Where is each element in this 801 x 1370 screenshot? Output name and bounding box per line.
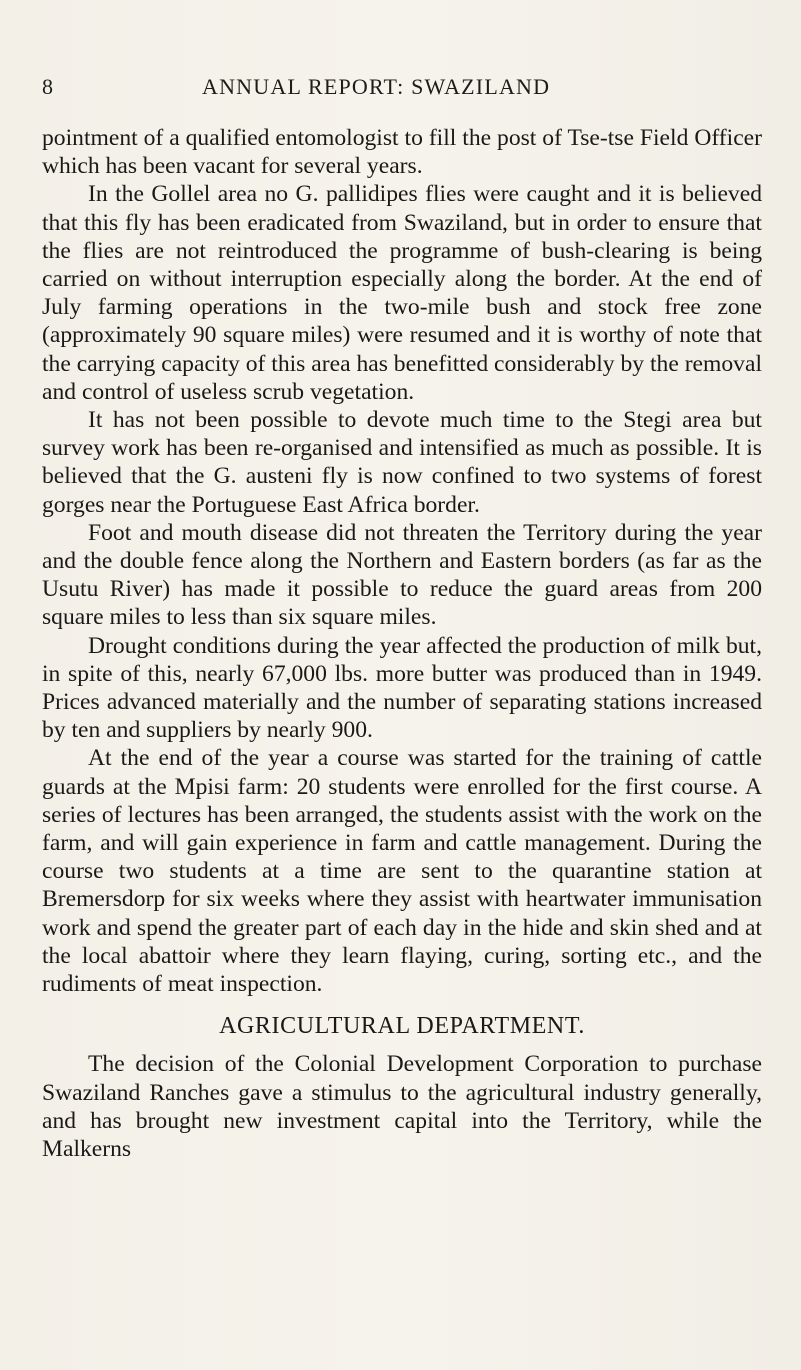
body-text bbox=[42, 124, 762, 1163]
paragraph-7: The decision of the Colonial Development Corporation to purchase Swaziland Ranches gave a stimulus to the agricultural industry generally, and has brought new investment capital into the Territory, while the Malkerns bbox=[42, 1051, 762, 1162]
paragraph-5: Drought conditions during the year affected the production of milk but, in spite of this, nearly 67,000 lbs. more butter was produced than in 1949. Prices advanced materially and the number of separating stations increased by ten and suppliers by nearly 900. bbox=[42, 632, 762, 744]
page-header bbox=[42, 74, 762, 104]
paragraph-4: Foot and mouth disease did not threaten the Territory during the year and the double fence along the Northern and Eastern borders (as far as the Usutu River) has made it possible to reduce the guard areas from 200 square miles to less than six square miles. bbox=[42, 519, 762, 631]
page-number: 8 bbox=[42, 74, 53, 99]
paragraph-6: At the end of the year a course was started for the training of cattle guards at the Mpisi farm: 20 students were enrolled for the first course. A series of lectures has been arranged, the students assist with the work on the farm, and will gain experience in farm and cattle management. During the course two students at a time are sent to the quarantine station at Bremersdorp for six weeks where they assist with heartwater immunisation work and spend the greater part of each day in the hide and skin shed and at the local abattoir where they learn flaying, curing, sorting etc., and the rudiments of meat inspection. bbox=[42, 745, 762, 998]
paragraph-2: In the Gollel area no G. pallidipes flies were caught and it is believed that this fly has been eradicated from Swaziland, but in order to ensure that the flies are not reintroduced the programme of bush-clearing is being carried on without interruption especially along the border. At the end of July farming operations in the two-mile bush and stock free zone (approximately 90 square miles) were resumed and it is worthy of note that the carrying capacity of this area has benefitted considerably by the removal and control of useless scrub vegetation. bbox=[42, 181, 762, 405]
paragraph-3: It has not been possible to devote much time to the Stegi area but survey work has been re-organised and intensified as much as possible. It is believed that the G. austeni fly is now confined to two systems of forest gorges near the Portuguese East Africa border. bbox=[42, 407, 762, 518]
section-heading: AGRICULTURAL DEPARTMENT. bbox=[219, 1013, 585, 1040]
running-head: ANNUAL REPORT: SWAZILAND bbox=[202, 74, 551, 99]
paragraph-1: pointment of a qualified entomologist to fill the post of Tse-tse Field Officer which has been vacant for several years. bbox=[42, 125, 762, 180]
